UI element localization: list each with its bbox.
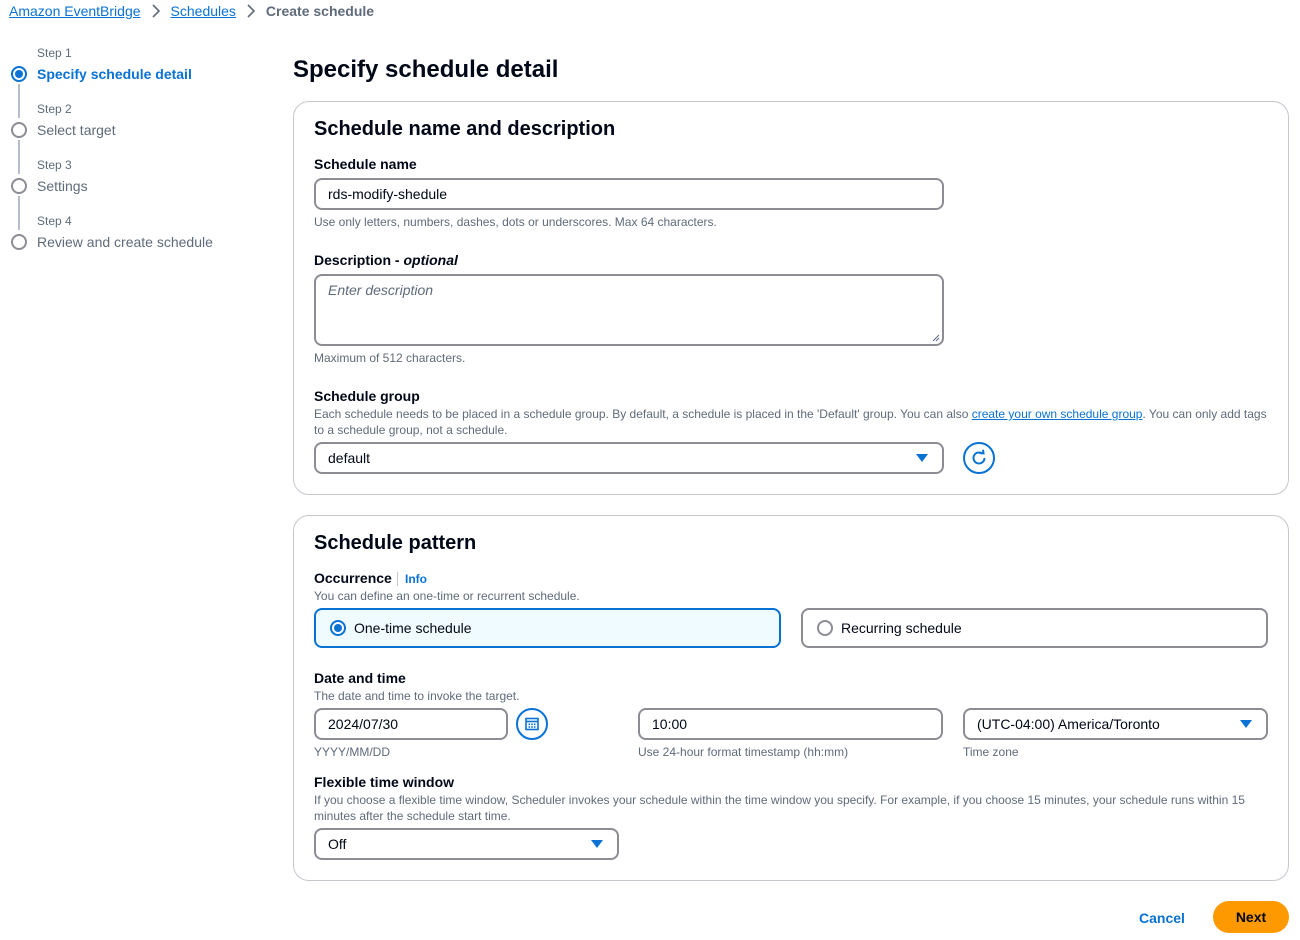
occurrence-label: Occurrence xyxy=(314,570,392,586)
description-textarea[interactable] xyxy=(314,274,944,346)
divider xyxy=(397,572,398,586)
occurrence-hint: You can define an one-time or recurrent schedule. xyxy=(314,589,580,603)
time-hint: Use 24-hour format timestamp (hh:mm) xyxy=(638,745,849,759)
step-label: Specify schedule detail xyxy=(37,66,192,82)
radio-selected-icon xyxy=(330,620,346,636)
time-zone-hint: Time zone xyxy=(963,745,1019,759)
chevron-right-icon xyxy=(141,2,171,20)
resize-grip-icon[interactable] xyxy=(932,334,940,342)
step-label: Settings xyxy=(37,178,88,194)
flexible-time-window-hint: If you choose a flexible time window, Scheduler invokes your schedule within the time window you specify. For example, if you choose 15 minutes, your schedule runs within 15 minutes after the schedule start time. xyxy=(314,793,1245,823)
step-1 xyxy=(10,46,270,102)
group-hint-text-end: . You can only add tags to a schedule group, not a schedule. xyxy=(314,407,1267,437)
step-number: Step 2 xyxy=(37,102,72,116)
date-time-label: Date and time xyxy=(314,670,406,686)
schedule-group-label: Schedule group xyxy=(314,388,420,404)
cancel-button[interactable]: Cancel xyxy=(1139,910,1185,926)
description-hint: Maximum of 512 characters. xyxy=(314,351,466,365)
refresh-button[interactable] xyxy=(963,442,995,474)
group-hint-text: Each schedule needs to be placed in a schedule group. By default, a schedule is placed in the 'Default' group. You can also xyxy=(314,407,972,421)
caret-down-icon xyxy=(1240,720,1252,728)
breadcrumb-current: Create schedule xyxy=(265,3,375,19)
calendar-icon xyxy=(525,717,539,731)
breadcrumb-link-schedules[interactable]: Schedules xyxy=(170,3,236,19)
option-label: One-time schedule xyxy=(354,620,472,636)
wizard-steps xyxy=(10,46,270,270)
step-label: Review and create schedule xyxy=(37,234,213,250)
info-link[interactable]: Info xyxy=(405,572,427,586)
date-hint: YYYY/MM/DD xyxy=(314,745,391,759)
schedule-name-label: Schedule name xyxy=(314,156,417,172)
calendar-button[interactable] xyxy=(516,708,548,740)
step-label: Select target xyxy=(37,122,116,138)
step-3 xyxy=(10,158,270,214)
description-label xyxy=(314,252,458,268)
step-2 xyxy=(10,102,270,158)
schedule-name-panel xyxy=(293,101,1289,495)
caret-down-icon xyxy=(591,840,603,848)
panel-title: Schedule name and description xyxy=(314,118,616,140)
step-pending-icon xyxy=(11,234,27,250)
schedule-name-input[interactable]: rds-modify-shedule xyxy=(314,178,944,210)
chevron-right-icon xyxy=(236,2,266,20)
step-number: Step 1 xyxy=(37,46,72,60)
step-pending-icon xyxy=(11,122,27,138)
date-time-hint: The date and time to invoke the target. xyxy=(314,689,520,703)
breadcrumb xyxy=(9,2,374,20)
next-button[interactable]: Next xyxy=(1213,901,1289,933)
panel-title: Schedule pattern xyxy=(314,532,477,554)
caret-down-icon xyxy=(916,454,928,462)
breadcrumb-link-eventbridge[interactable]: Amazon EventBridge xyxy=(9,3,141,19)
description-placeholder: Enter description xyxy=(328,282,434,298)
flexible-time-window-select[interactable] xyxy=(314,828,619,860)
date-input[interactable]: 2024/07/30 xyxy=(314,708,508,740)
time-zone-value: (UTC-04:00) America/Toronto xyxy=(977,716,1160,732)
step-number: Step 3 xyxy=(37,158,72,172)
radio-unselected-icon xyxy=(817,620,833,636)
time-input[interactable]: 10:00 xyxy=(638,708,943,740)
create-schedule-group-link[interactable]: create your own schedule group xyxy=(971,407,1143,421)
time-zone-select[interactable] xyxy=(963,708,1268,740)
step-pending-icon xyxy=(11,178,27,194)
optional-tag: optional xyxy=(403,252,458,268)
option-label: Recurring schedule xyxy=(841,620,962,636)
description-label-text: Description - xyxy=(314,252,404,268)
schedule-group-value: default xyxy=(328,450,371,466)
one-time-schedule-option[interactable] xyxy=(314,608,781,648)
flexible-time-window-label: Flexible time window xyxy=(314,774,455,790)
step-number: Step 4 xyxy=(37,214,72,228)
step-active-icon xyxy=(11,66,27,82)
schedule-group-hint xyxy=(314,406,1274,438)
schedule-pattern-panel xyxy=(293,515,1289,881)
page-title: Specify schedule detail xyxy=(293,56,559,83)
schedule-group-select[interactable] xyxy=(314,442,944,474)
step-4 xyxy=(10,214,270,270)
refresh-icon xyxy=(970,449,988,467)
schedule-name-hint: Use only letters, numbers, dashes, dots or underscores. Max 64 characters. xyxy=(314,215,717,229)
flexible-time-window-value: Off xyxy=(328,836,347,852)
recurring-schedule-option[interactable] xyxy=(801,608,1268,648)
